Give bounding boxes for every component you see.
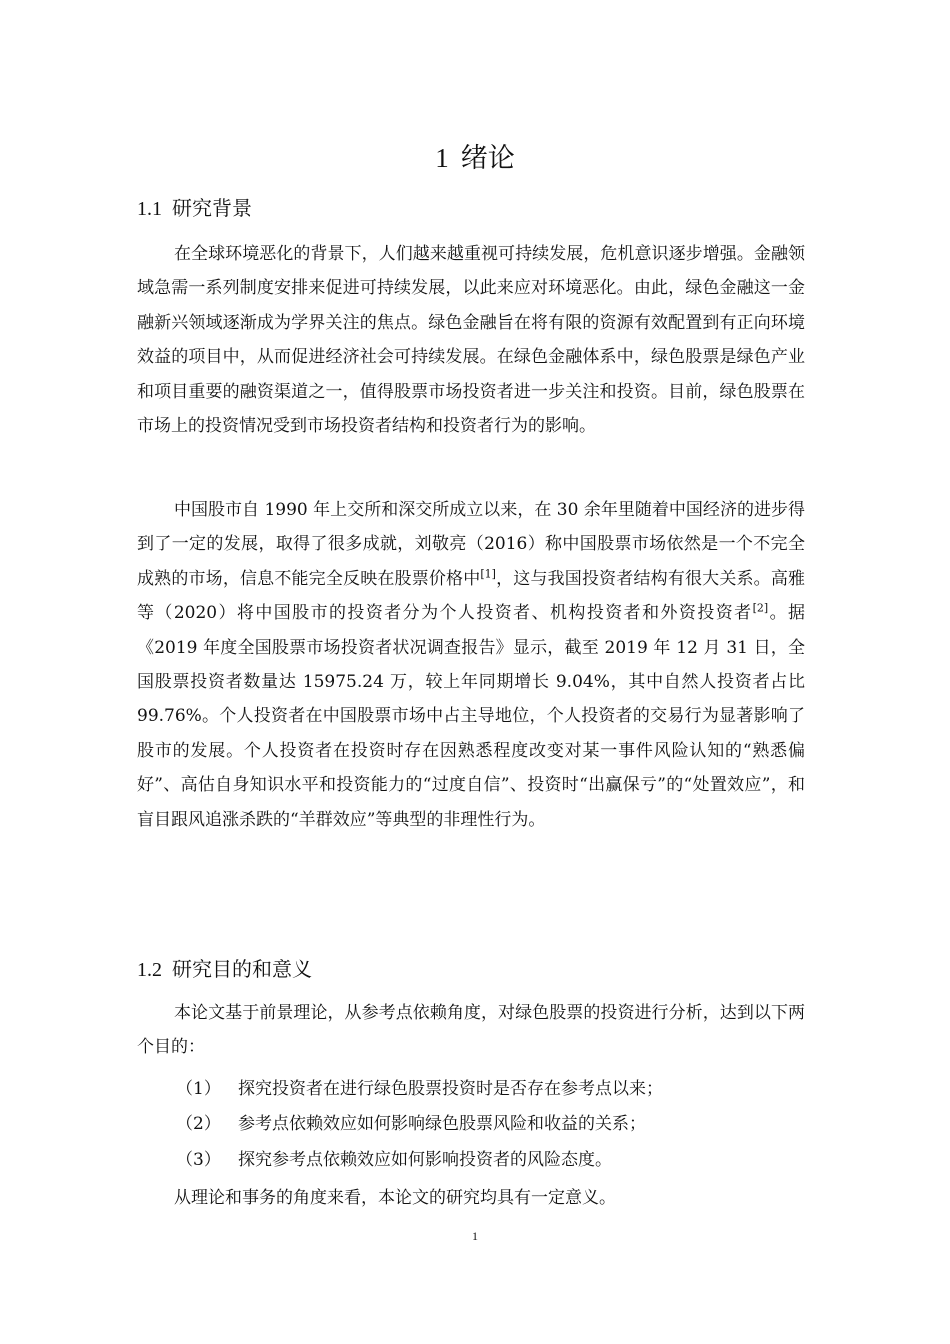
body-paragraph: 本论文基于前景理论，从参考点依赖角度，对绿色股票的投资进行分析，达到以下两个目的：	[137, 1003, 805, 1058]
body-paragraph: 在全球环境恶化的背景下，人们越来越重视可持续发展，危机意识逐步增强。金融领域急需一系列制度安排来促进可持续发展，以此来应对环境恶化。由此，绿色金融这一金融新兴领域逐渐成为学界关注的焦点。绿色金融旨在将有限的资源有效配置到有正向环境效益的项目中，从而促进经济社会可持续发展。在绿色金融体系中，绿色股票是绿色产业和项目重要的融资渠道之一，值得股票市场投资者进一步关注和投资。目前，绿色股票在市场上的投资情况受到市场投资者结构和投资者行为的影响。	[137, 244, 805, 437]
section-number: 1.1	[137, 198, 162, 220]
citation-ref[interactable]: [2]	[752, 601, 769, 615]
list-item	[176, 1072, 663, 1106]
list-item-text: 探究参考点依赖效应如何影响投资者的风险态度。	[238, 1150, 612, 1170]
section-heading-1-2	[137, 953, 312, 982]
list-item	[176, 1143, 612, 1177]
section-title-text: 研究目的和意义	[172, 957, 312, 981]
body-paragraph	[137, 493, 805, 837]
list-item-text: 参考点依赖效应如何影响绿色股票风险和收益的关系；	[238, 1114, 646, 1134]
section-number: 1.2	[137, 959, 162, 981]
list-marker: （3）	[176, 1150, 221, 1170]
list-item	[176, 1107, 646, 1141]
paragraph-text: 中国股市自 1990 年上交所和深交所成立以来，在 30 余年里随着中国经济的进步得到了一定的发展，取得了很多成就，刘敬亮（2016）称中国股票市场依然是一个不完全成熟的市场，信息不能完全反映在股票价格中	[137, 500, 805, 589]
chapter-title-text: 绪论	[460, 143, 515, 174]
body-paragraph: 从理论和事务的角度来看，本论文的研究均具有一定意义。	[174, 1188, 616, 1208]
chapter-number: 1	[435, 143, 449, 173]
list-marker: （2）	[176, 1114, 221, 1134]
list-marker: （1）	[176, 1079, 221, 1099]
section-title-text: 研究背景	[172, 196, 252, 220]
chapter-title	[0, 136, 950, 175]
section-heading-1-1	[137, 192, 252, 221]
paragraph-text: ，这与我国投资者结构有很大关系。高雅等（2020）将中国股市的投资者分为个人投资者、机构投资者和外资投资者	[137, 568, 806, 624]
list-item-text: 探究投资者在进行绿色股票投资时是否存在参考点以来；	[238, 1079, 663, 1099]
paragraph-text: 。据《2019 年度全国股票市场投资者状况调查报告》显示，截至 2019 年 12 月 31 日，全国股票投资者数量达 15975.24 万，较上年同期增长 9.04%，其中自然人投资者占比 99.76%。个人投资者在中国股票市场中占主导地位，个人投资者的交易行为显著影响了股市的发展。个人投资者在投资时存在因熟悉程度改变对某一事件风险认知的“熟悉偏好”、高估自身知识水平和投资能力的“过度自信”、投资时“出赢保亏”的“处置效应”，和盲目跟风追涨杀跌的“羊群效应”等典型的非理性行为。	[137, 603, 806, 830]
citation-ref[interactable]: [1]	[480, 567, 496, 581]
page-number: 1	[472, 1229, 478, 1243]
